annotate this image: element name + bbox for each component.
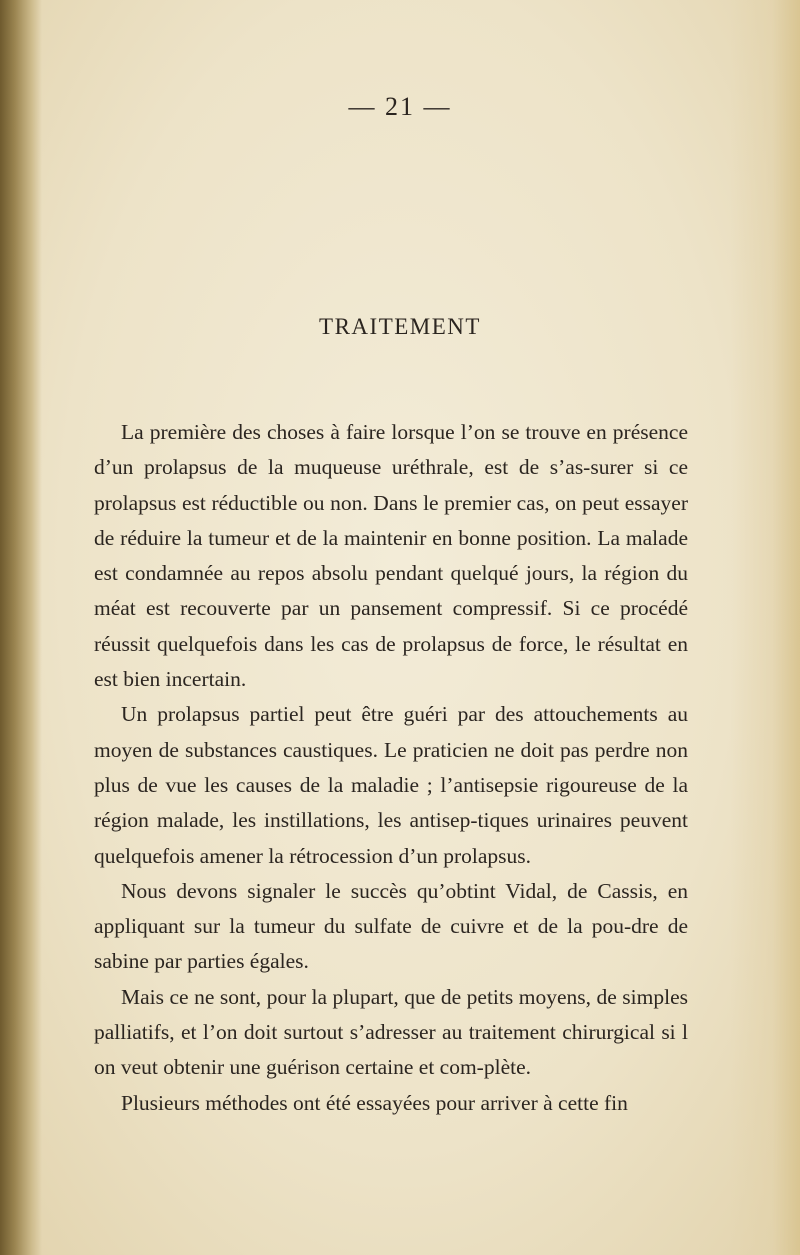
book-binding-shadow: [0, 0, 42, 1255]
paragraph: Nous devons signaler le succès qu’obtint Vidal, de Cassis, en appliquant sur la tumeur du sulfate de cuivre et de la pou-dre de sabine par parties égales.: [94, 878, 688, 974]
paragraph: La première des choses à faire lorsque l’on se trouve en présence d’un prolapsus de la muqueuse uréthrale, est de s’as-surer si ce prolapsus est réductible ou non. Dans le premier cas, on peut essayer de réduire la tumeur et de la maintenir en bonne position. La malade est condamnée au repos absolu pendant quelqué jours, la région du méat est recouverte par un pansement compressif. Si ce procédé réussit quelquefois dans les cas de prolapsus de force, le résultat en est bien incertain.: [94, 420, 688, 692]
paragraph: Un prolapsus partiel peut être guéri par des attouchements au moyen de substances caustiques. Le praticien ne doit pas perdre non plus de vue les causes de la maladie ; l’antisepsie rigoureuse de la région malade, les instillations, les antisep-tiques urinaires peuvent quelquefois amener la rétrocession d’un prolapsus.: [94, 702, 688, 868]
section-heading: TRAITEMENT: [319, 314, 481, 339]
page-number: — 21 —: [348, 92, 452, 121]
paragraph: Mais ce ne sont, pour la plupart, que de petits moyens, de simples palliatifs, et l’on doit surtout s’adresser au traitement chirurgical si l on veut obtenir une guérison certaine et com-plète.: [94, 984, 688, 1080]
body-text: [94, 415, 688, 1121]
page-edge-shading: [730, 0, 800, 1255]
paragraph: Plusieurs méthodes ont été essayées pour arriver à cette fin: [121, 1090, 628, 1115]
